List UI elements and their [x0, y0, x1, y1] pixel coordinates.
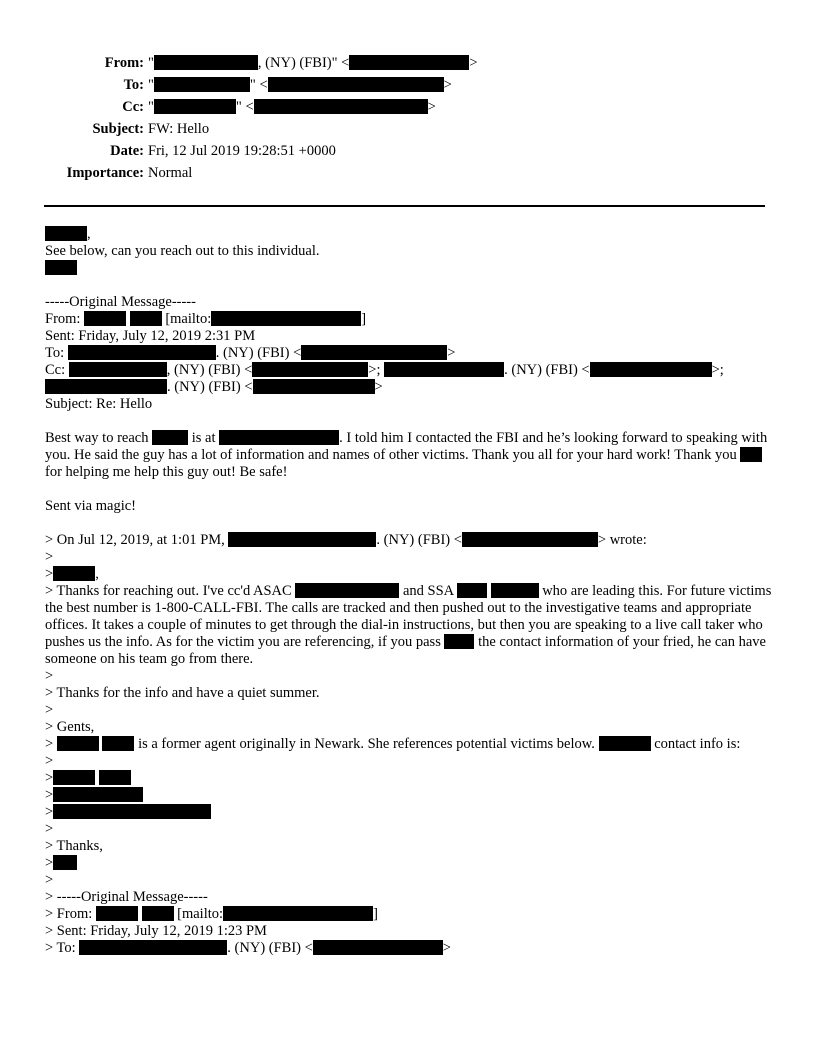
cc-label: Cc: [122, 99, 144, 115]
email-header [0, 52, 816, 184]
quoted-on-line: > On Jul 12, 2019, at 1:01 PM, . (NY) (FBI) < > wrote: [45, 532, 647, 548]
quoted-from-line: > From: [mailto: ] [45, 906, 378, 922]
redaction [84, 311, 126, 326]
redaction [295, 583, 399, 598]
original-subject-line: Subject: Re: Hello [45, 396, 153, 412]
sent-via-line: Sent via magic! [45, 498, 137, 514]
original-sent-line: Sent: Friday, July 12, 2019 2:31 PM [45, 328, 256, 344]
header-from-row [0, 52, 816, 74]
subject-label: Subject: [92, 121, 144, 137]
redaction [99, 770, 131, 785]
to-label: To: [123, 77, 144, 93]
quoted-greeting: > , [45, 566, 99, 582]
subject-value: FW: Hello [148, 121, 210, 137]
quoted-original-marker: > -----Original Message----- [45, 889, 208, 905]
quoted-to-line: > To: . (NY) (FBI) < > [45, 940, 451, 956]
redaction [53, 855, 77, 870]
redaction [740, 447, 762, 462]
header-date-row [0, 140, 816, 162]
quote-marker: > [45, 872, 54, 888]
redaction [53, 770, 95, 785]
quoted-contact-line: > [45, 770, 775, 787]
body-line: See below, can you reach out to this individual. [45, 243, 320, 259]
redaction [254, 99, 428, 114]
redaction [79, 940, 227, 955]
redaction [69, 362, 167, 377]
redaction [53, 787, 143, 802]
original-message-marker: -----Original Message----- [45, 294, 196, 310]
header-subject-row [0, 118, 816, 140]
greeting-line: , [45, 226, 775, 243]
quoted-contact-line: > [45, 804, 775, 821]
date-label: Date: [110, 143, 144, 159]
redaction [590, 362, 712, 377]
quote-marker: > [45, 549, 54, 565]
quoted-signature: > [45, 855, 775, 872]
quoted-paragraph: > Thanks for reaching out. I've cc'd ASAC and SSA who are leading this. For future victims the best number is 1-800-CALL-FBI. The calls are tracked and then pushed out to the investigative teams and appropriate offices. It takes a couple of minutes to get through the dial-in instructions, but then you are speaking to a live call taker who pushes us the info. As for the victim you are referencing, if you pass the contact information of your fried, he can have someone on his team go from there. [45, 583, 772, 667]
quoted-gents: > Gents, [45, 719, 95, 735]
redaction [313, 940, 443, 955]
redaction [154, 77, 250, 92]
redaction [268, 77, 444, 92]
redaction [45, 379, 167, 394]
redaction [223, 906, 373, 921]
header-to-row [0, 74, 816, 96]
original-from-line: From: [mailto: ] [45, 311, 367, 327]
redaction [142, 906, 174, 921]
redaction [130, 311, 162, 326]
quoted-thanks-info: > Thanks for the info and have a quiet summer. [45, 685, 320, 701]
redaction [462, 532, 598, 547]
redaction [57, 736, 99, 751]
redaction [599, 736, 651, 751]
redaction [457, 583, 487, 598]
header-divider [44, 205, 765, 207]
from-value: " , (NY) (FBI)" < > [148, 55, 478, 71]
cc-value: " " < > [148, 99, 436, 115]
redaction [228, 532, 376, 547]
redaction [444, 634, 474, 649]
quote-marker: > [45, 821, 54, 837]
quoted-sent-line: > Sent: Friday, July 12, 2019 1:23 PM [45, 923, 267, 939]
from-label: From: [104, 55, 144, 71]
redaction [45, 226, 87, 241]
redaction [152, 430, 188, 445]
message-paragraph: Best way to reach is at . I told him I contacted the FBI and he’s looking forward to speaking with you. He said the guy has a lot of information and names of other victims. Thank you all for your hard work! Thank you for helping me help this guy out! Be safe! [45, 430, 768, 480]
redaction [211, 311, 361, 326]
original-to-line: To: . (NY) (FBI) < > [45, 345, 456, 361]
redaction [53, 566, 95, 581]
original-cc-line: Cc: , (NY) (FBI) < >; . (NY) (FBI) < >; [45, 362, 724, 378]
redaction [384, 362, 504, 377]
quote-marker: > [45, 668, 54, 684]
header-cc-row [0, 96, 816, 118]
to-value: " " < > [148, 77, 452, 93]
redaction [154, 99, 236, 114]
redaction [219, 430, 339, 445]
redaction [253, 379, 375, 394]
redaction [45, 260, 77, 275]
redaction [154, 55, 258, 70]
date-value: Fri, 12 Jul 2019 19:28:51 +0000 [148, 143, 336, 159]
header-importance-row [0, 162, 816, 184]
quoted-thanks: > Thanks, [45, 838, 103, 854]
email-body [45, 226, 775, 957]
redaction [96, 906, 138, 921]
quote-marker: > [45, 702, 54, 718]
redaction [53, 804, 211, 819]
redaction [68, 345, 216, 360]
redaction [252, 362, 368, 377]
quoted-paragraph: > is a former agent originally in Newark. She references potential victims below. contact info is: [45, 736, 741, 752]
redaction [349, 55, 469, 70]
quote-marker: > [45, 753, 54, 769]
redaction [491, 583, 539, 598]
importance-value: Normal [148, 165, 193, 181]
importance-label: Importance: [66, 165, 144, 181]
redaction [102, 736, 134, 751]
redaction [301, 345, 447, 360]
original-cc-line-cont: . (NY) (FBI) < > [45, 379, 775, 396]
signature-line [45, 260, 775, 277]
quoted-contact-line: > [45, 787, 775, 804]
